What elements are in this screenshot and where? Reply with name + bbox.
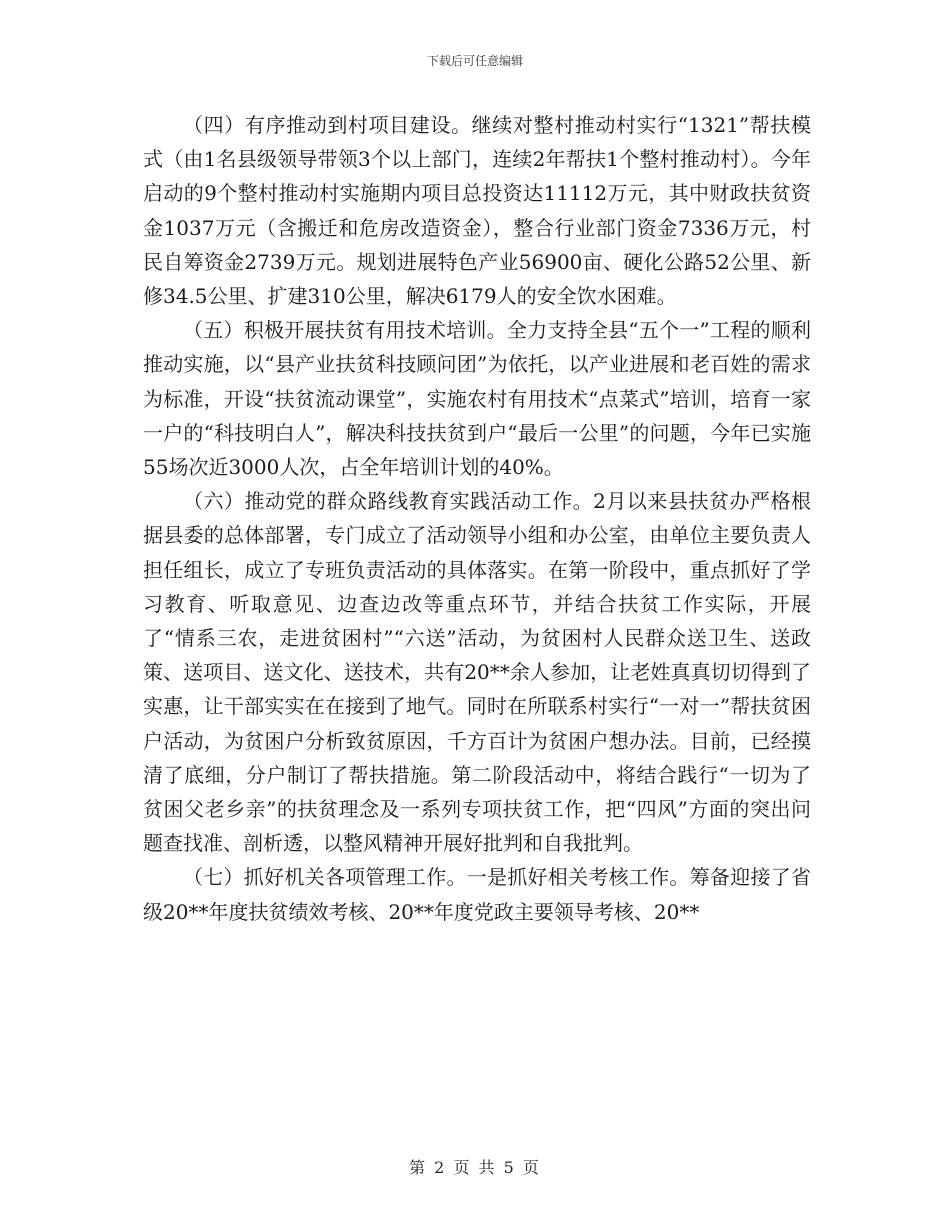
page-header: 下载后可任意编辑 xyxy=(426,54,523,68)
paragraph-section-5: （五）积极开展扶贫有用技术培训。全力支持全县“五个一”工程的顺利推动实施，以“县产业扶贫科技顾问团”为依托，以产业进展和老百姓的需求为标准，开设“扶贫流动课堂”，实施农村有用技术“点菜式”培训，培育一家一户的“科技明白人”，解决科技扶贫到户“最后一公里”的问题，今年已实施55场次近3000人次，占全年培训计划的40%。 xyxy=(143,318,811,480)
paragraph-section-6: （六）推动党的群众路线教育实践活动工作。2月以来县扶贫办严格根据县委的总体部署，专门成立了活动领导小组和办公室，由单位主要负责人担任组长，成立了专班负责活动的具体落实。在第一阶段中，重点抓好了学习教育、听取意见、边查边改等重点环节，并结合扶贫工作实际，开展了“情系三农，走进贫困村”“六送”活动，为贫困村人民群众送卫生、送政策、送项目、送文化、送技术，共有20**余人参加，让老姓真真切切得到了实惠，让干部实实在在接到了地气。同时在所联系村实行“一对一”帮扶贫困户活动，为贫困户分析致贫原因，千方百计为贫困户想办法。目前，已经摸清了底细，分户制订了帮扶措施。第二阶段活动中，将结合践行“一切为了贫困父老乡亲”的扶贫理念及一系列专项扶贫工作，把“四风”方面的突出问题查找准、剖析透，以整风精神开展好批判和自我批判。 xyxy=(143,489,811,856)
paragraph-section-7: （七）抓好机关各项管理工作。一是抓好相关考核工作。筹备迎接了省级20**年度扶贫绩效考核、20**年度党政主要领导考核、20** xyxy=(143,865,811,924)
paragraph-section-4: （四）有序推动到村项目建设。继续对整村推动村实行“1321”帮扶模式（由1名县级领导带领3个以上部门，连续2年帮扶1个整村推动村）。今年启动的9个整村推动村实施期内项目总投资达11112万元，其中财政扶贫资金1037万元（含搬迁和危房改造资金），整合行业部门资金7336万元，村民自筹资金2739万元。规划进展特色产业56900亩、硬化公路52公里、新修34.5公里、扩建310公里，解决6179人的安全饮水困难。 xyxy=(143,113,811,309)
document-body xyxy=(143,108,811,929)
page-footer: 第 2 页 共 5 页 xyxy=(409,1158,541,1177)
